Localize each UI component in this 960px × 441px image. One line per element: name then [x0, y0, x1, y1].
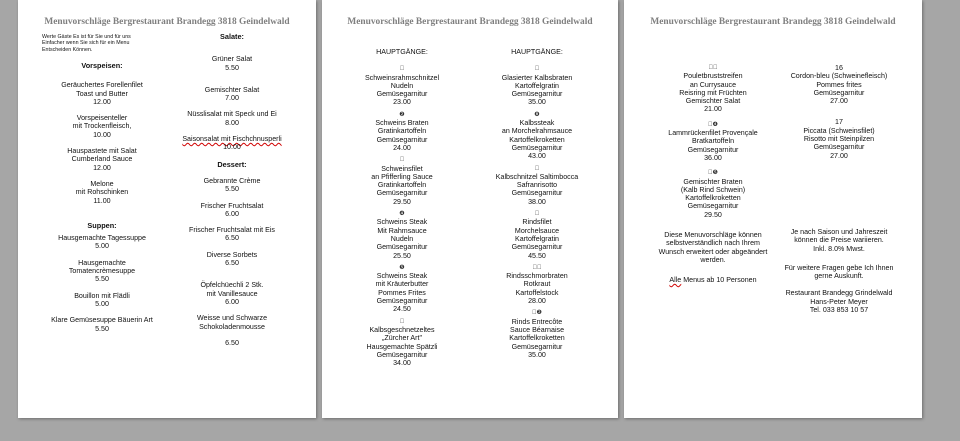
item-number-badge:  ❷: [532, 310, 542, 317]
item-number-badge:   : [708, 65, 718, 71]
menu-item: ❺ Schweins Steak mit Kräuterbutter Pommes Frites Gemüsegarnitur 24.50: [336, 264, 468, 314]
min-persons-note: Alle Menus ab 10 Personen: [669, 276, 757, 285]
menu-item:   Kalbschnitzel Saltimbocca Safranrisotto Gemüsegarnitur 38.00: [472, 165, 602, 206]
salads-desserts-column: [172, 33, 292, 347]
section-heading-hauptgaenge: HAUPTGÄNGE:: [376, 48, 428, 56]
menu-item:   Glasierter Kalbsbraten Kartoffelgratin Gemüsegarnitur 35.00: [472, 65, 602, 106]
menu-item: Hauspastete mit Salat Cumberland Sauce 12.00: [67, 147, 137, 172]
main-courses-right-column: [772, 64, 906, 314]
menu-item: Öpfelchüechli 2 Stk. mit Vanillesauce 6.00: [200, 281, 264, 306]
menu-item: Grüner Salat 5.50: [211, 55, 253, 72]
menu-item: Gemischter Salat 7.00: [204, 85, 260, 103]
item-number-badge:  : [534, 211, 540, 218]
menu-item: Hausgemachte Tagessuppe 5.00: [58, 234, 146, 251]
menu-item: Melone mit Rohschinken 11.00: [75, 179, 129, 205]
menu-item: Hausgemachte Tomatencrèmesuppe 5.50: [68, 258, 136, 284]
menu-item: Geräuchertes Forellenfilet Toast und Butter 12.00: [61, 81, 143, 106]
item-number-badge:  ❹: [708, 121, 718, 128]
scrollbar-track[interactable]: [935, 0, 960, 441]
item-number-badge:   : [532, 264, 542, 271]
menu-item: Frischer Fruchtsalat mit Eis 6.50: [189, 226, 275, 243]
menu-item: Nüsslisalat mit Speck und Ei 8.00: [187, 110, 277, 127]
menu-item:   Schweinsfilet an Pfifferling Sauce Gratinkartoffeln Gemüsegarnitur 29.50: [336, 156, 468, 206]
menu-item:    Pouletbruststreifen an Currysauce Reisring mit Früchten Gemischter Salat 21.00: [644, 64, 782, 114]
menu-item: Diverse Sorbets 6.50: [206, 250, 258, 268]
menu-item: ❷ Schweins Braten Gratinkartoffeln Gemüsegarnitur 24.00: [336, 111, 468, 152]
contact-info: Restaurant Brandegg Grindelwald Hans-Peter Meyer Tel. 033 853 10 57: [785, 289, 893, 315]
menu-item: ❽ Kalbssteak an Morchelrahmsauce Kartoffelkroketten Gemüsegarnitur 43.00: [472, 111, 602, 161]
item-number-badge: ❹: [399, 211, 405, 218]
menu-item: Saisonsalat mit Fischchnusperli 10.00: [182, 135, 282, 152]
item-number-badge:  : [534, 165, 540, 172]
item-number-badge:  : [399, 66, 405, 73]
item-number-badge: ❺: [399, 264, 405, 271]
menu-item:    Rindsschmorbraten Rotkraut Kartoffelstock 28.00: [472, 264, 602, 305]
menu-page-2: [322, 0, 618, 418]
menu-page-1: [18, 0, 316, 418]
item-number-badge: ❽: [534, 111, 540, 118]
main-courses-left-column: [644, 64, 782, 285]
menu-item: Gebrannte Crème 5.50: [203, 176, 261, 194]
menu-item: Vorspeisenteller mit Trockenfleisch, 10.00: [72, 114, 132, 139]
item-number-badge: ❷: [399, 111, 405, 118]
menu-notes: Diese Menuvorschläge können selbstverständlich nach Ihrem Wunsch erweitert oder abgeändert werden.: [658, 231, 768, 264]
item-number: 17: [835, 118, 843, 127]
section-heading-suppen: Suppen:: [87, 220, 117, 230]
menu-item: Frischer Fruchtsalat 6.00: [200, 201, 264, 218]
item-number: 16: [835, 64, 843, 72]
starters-soups-column: [40, 62, 164, 333]
section-heading-vorspeisen: Vorspeisen:: [81, 61, 123, 70]
menu-item:  ❹ Lammrückenfilet Provençale Bratkartoffeln Gemüsegarnitur 36.00: [644, 121, 782, 162]
pricing-notes: Je nach Saison und Jahreszeit können die Preise wariieren. Inkl. 8.0% Mwst.: [790, 227, 888, 253]
menu-item:  ❷ Rinds Entrecôte Sauce Béarnaise Kartoffelkroketten Gemüsegarnitur 35.00: [472, 309, 602, 359]
menu-item:   Kalbsgeschnetzeltes „Zürcher Art" Hausgemachte Spätzli Gemüsegarnitur 34.00: [336, 318, 468, 368]
item-number-badge:  : [399, 157, 405, 164]
item-number-badge:  : [534, 66, 540, 73]
menu-item:   Rindsfilet Morchelsauce Kartoffelgratin Gemüsegarnitur 45.50: [472, 210, 602, 260]
section-heading-salate: Salate:: [220, 32, 244, 41]
menu-item: 16 Cordon-bleu (Schweinefleisch) Pommes frites Gemüsegarnitur 27.00: [772, 64, 906, 105]
main-courses-left-column: [336, 48, 468, 367]
menu-item:   Schweinsrahmschnitzel Nudeln Gemüsegarnitur 23.00: [336, 65, 468, 106]
menu-item: Klare Gemüsesuppe Bäuerin Art 5.50: [51, 316, 153, 333]
section-heading-dessert: Dessert:: [217, 159, 247, 169]
menu-page-3: [624, 0, 922, 418]
page-title: Menuvorschläge Bergrestaurant Brandegg 3818 Geindelwald: [347, 17, 593, 27]
menu-item: Weisse und Schwarze Schokoladenmousse 6.50: [196, 314, 268, 347]
questions-note: Für weitere Fragen gebe Ich Ihnen gerne Auskunft.: [784, 263, 894, 281]
page-title: Menuvorschläge Bergrestaurant Brandegg 3818 Geindelwald: [650, 17, 896, 27]
intro-text: Werte Gäste Es ist für Sie und für uns Einfacher wenn Sie sich für ein Menu Entscheiden Können.: [42, 34, 131, 53]
menu-item:  ❺ Gemischter Braten (Kalb Rind Schwein) Kartoffelkroketten Gemüsegarnitur 29.50: [644, 169, 782, 219]
item-number-badge:  : [399, 318, 405, 325]
section-heading-hauptgaenge: HAUPTGÄNGE:: [511, 48, 563, 56]
item-number-badge:  ❺: [708, 170, 718, 177]
menu-item: Bouillon mit Flädli 5.00: [74, 291, 130, 308]
menu-item: ❹ Schweins Steak Mit Rahmsauce Nudeln Gemüsegarnitur 25.50: [336, 210, 468, 260]
menu-item: 17 Piccata (Schweinsfilet) Risotto mit Steinpilzen Gemüsegarnitur 27.00: [772, 118, 906, 159]
page-title: Menuvorschläge Bergrestaurant Brandegg 3818 Geindelwald: [44, 17, 290, 27]
main-courses-right-column: [472, 48, 602, 359]
